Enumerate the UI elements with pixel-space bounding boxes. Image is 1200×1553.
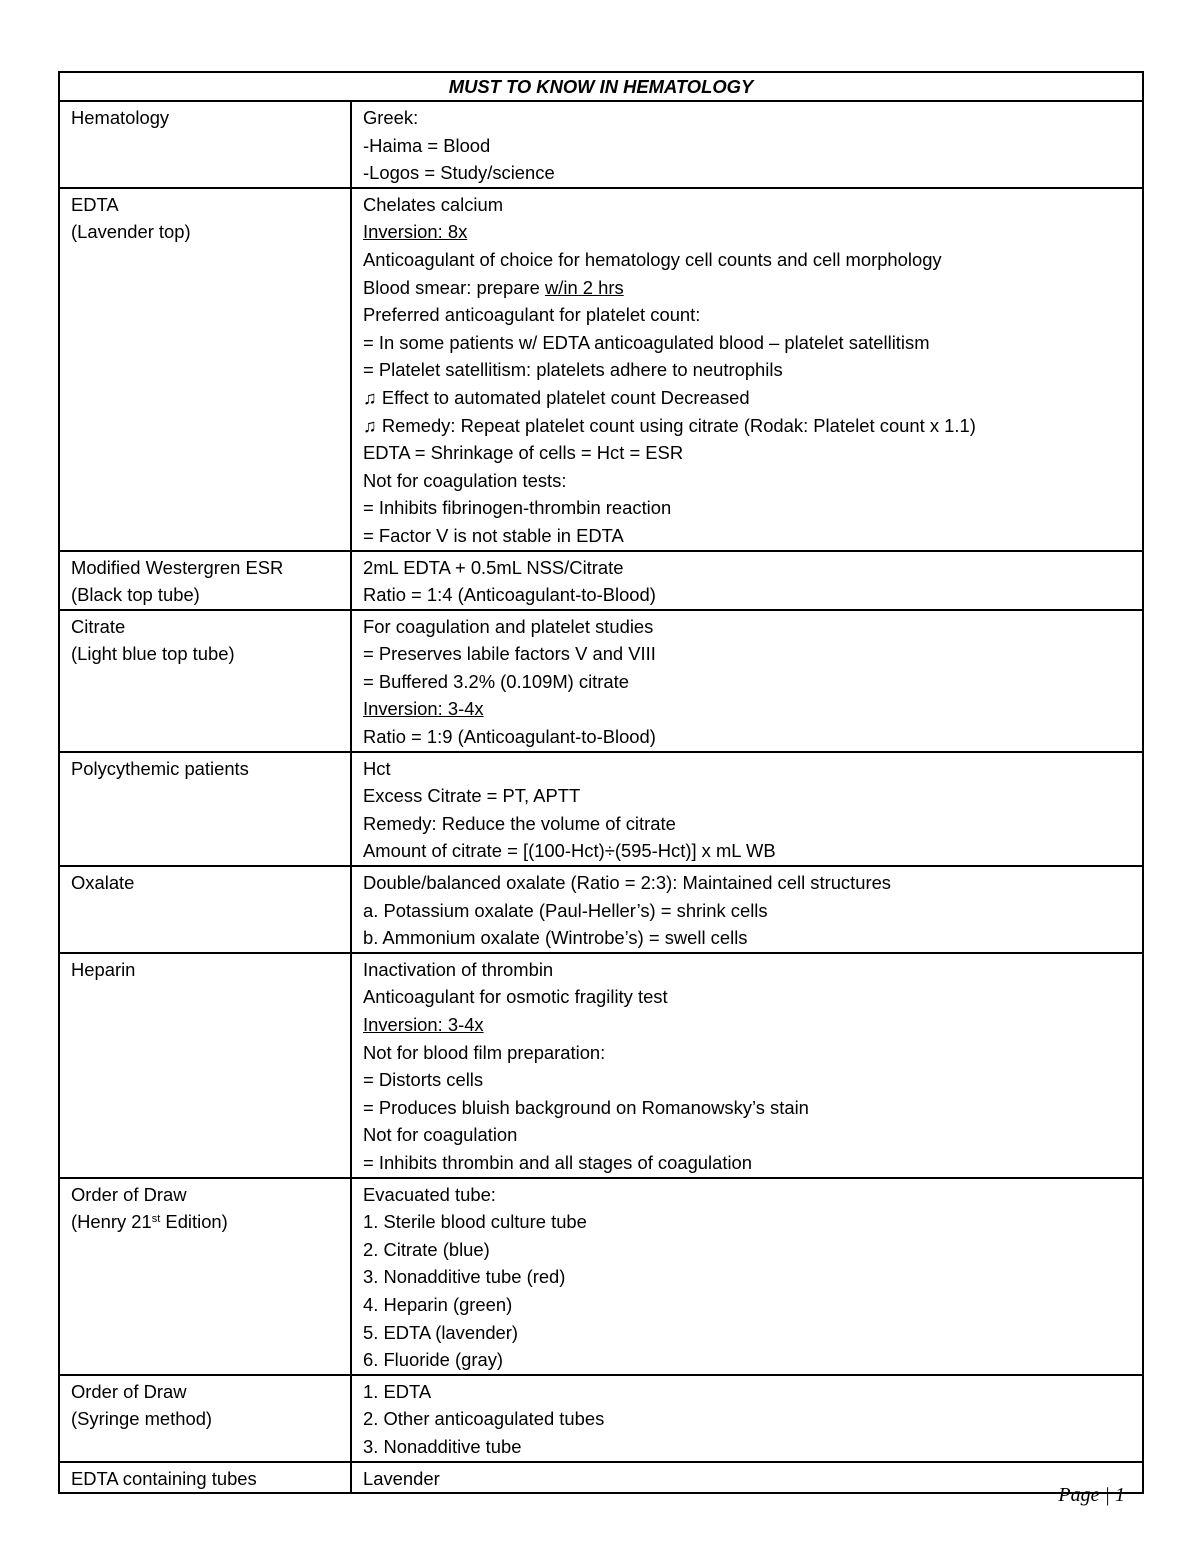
term-cell bbox=[59, 551, 351, 610]
detail-text: Blood smear: prepare bbox=[363, 276, 545, 298]
details-cell bbox=[351, 551, 1143, 610]
details-cell bbox=[351, 866, 1143, 953]
term-cell bbox=[59, 188, 351, 551]
term-label: Heparin bbox=[71, 958, 136, 980]
term-sublabel: (Black top tube) bbox=[71, 584, 200, 606]
detail-line: Not for coagulation bbox=[363, 1124, 518, 1146]
detail-line: = Inhibits thrombin and all stages of coagulation bbox=[363, 1151, 753, 1173]
term-label: Citrate bbox=[71, 615, 126, 637]
details-cell bbox=[351, 1375, 1143, 1462]
detail-line: = Platelet satellitism: platelets adhere to neutrophils bbox=[363, 359, 783, 381]
details-cell bbox=[351, 101, 1143, 188]
term-cell bbox=[59, 1178, 351, 1375]
edition-superscript: st bbox=[151, 1213, 161, 1226]
table-row bbox=[59, 866, 1143, 953]
term-label: Order of Draw bbox=[71, 1380, 187, 1402]
detail-line: Anticoagulant for osmotic fragility test bbox=[363, 986, 668, 1008]
details-cell bbox=[351, 188, 1143, 551]
detail-line-underlined: Inversion: 3-4x bbox=[363, 698, 484, 720]
detail-line: Anticoagulant of choice for hematology cell counts and cell morphology bbox=[363, 248, 942, 270]
table-row bbox=[59, 1375, 1143, 1462]
detail-line bbox=[363, 274, 1132, 302]
details-cell bbox=[351, 610, 1143, 752]
detail-line: Inactivation of thrombin bbox=[363, 958, 554, 980]
detail-line: Amount of citrate = [(100-Hct)÷(595-Hct)] x mL WB bbox=[363, 840, 776, 862]
detail-line: 4. Heparin (green) bbox=[363, 1293, 513, 1315]
detail-line: Not for blood film preparation: bbox=[363, 1041, 606, 1063]
detail-line: a. Potassium oxalate (Paul-Heller’s) = shrink cells bbox=[363, 899, 768, 921]
table-row bbox=[59, 953, 1143, 1178]
detail-line: = Factor V is not stable in EDTA bbox=[363, 524, 624, 546]
table-title-row bbox=[59, 72, 1143, 101]
details-cell bbox=[351, 953, 1143, 1178]
detail-line: = Buffered 3.2% (0.109M) citrate bbox=[363, 670, 629, 692]
detail-line-underlined: Inversion: 3-4x bbox=[363, 1014, 484, 1035]
detail-line: = In some patients w/ EDTA anticoagulated blood – platelet satellitism bbox=[363, 331, 930, 353]
table-row bbox=[59, 610, 1143, 752]
details-cell bbox=[351, 1462, 1143, 1494]
detail-line: = Preserves labile factors V and VIII bbox=[363, 643, 656, 665]
detail-line: ♫ Remedy: Repeat platelet count using citrate (Rodak: Platelet count x 1.1) bbox=[363, 414, 976, 436]
term-label: Hematology bbox=[71, 107, 170, 128]
term-cell bbox=[59, 752, 351, 866]
term-cell bbox=[59, 101, 351, 188]
detail-line: -Logos = Study/science bbox=[363, 162, 555, 184]
detail-line: 3. Nonadditive tube (red) bbox=[363, 1266, 566, 1288]
table-row bbox=[59, 101, 1143, 188]
hematology-table bbox=[58, 71, 1144, 1494]
term-label: EDTA bbox=[71, 193, 119, 215]
detail-line: Hct bbox=[363, 757, 391, 779]
detail-underlined-text: w/in 2 hrs bbox=[544, 276, 624, 298]
detail-line: Greek: bbox=[363, 107, 419, 128]
detail-line: 2mL EDTA + 0.5mL NSS/Citrate bbox=[363, 556, 624, 578]
term-cell bbox=[59, 610, 351, 752]
detail-line: Not for coagulation tests: bbox=[363, 469, 567, 491]
detail-line: ♫ Effect to automated platelet count Decreased bbox=[363, 386, 750, 408]
term-cell bbox=[59, 953, 351, 1178]
term-label: Oxalate bbox=[71, 872, 135, 894]
detail-line: 5. EDTA (lavender) bbox=[363, 1321, 519, 1343]
term-sublabel: (Syringe method) bbox=[71, 1408, 213, 1430]
table-row bbox=[59, 752, 1143, 866]
detail-line: Chelates calcium bbox=[363, 193, 504, 215]
detail-line: 3. Nonadditive tube bbox=[363, 1435, 522, 1457]
edition-text-end: Edition) bbox=[160, 1211, 228, 1233]
detail-line: Preferred anticoagulant for platelet count: bbox=[363, 304, 701, 326]
table-row bbox=[59, 188, 1143, 551]
edition-text: (Henry 21 bbox=[71, 1211, 152, 1233]
detail-line: Ratio = 1:9 (Anticoagulant-to-Blood) bbox=[363, 726, 656, 748]
detail-line: 1. Sterile blood culture tube bbox=[363, 1211, 587, 1233]
table-row bbox=[59, 551, 1143, 610]
detail-line: Remedy: Reduce the volume of citrate bbox=[363, 812, 676, 834]
table-row bbox=[59, 1178, 1143, 1375]
term-label: Modified Westergren ESR bbox=[71, 556, 284, 578]
table-row bbox=[59, 1462, 1143, 1494]
detail-line: b. Ammonium oxalate (Wintrobe’s) = swell cells bbox=[363, 927, 748, 949]
term-label: Order of Draw bbox=[71, 1183, 187, 1205]
page-number: Page | 1 bbox=[1058, 1484, 1125, 1506]
term-cell bbox=[59, 866, 351, 953]
detail-line: Lavender bbox=[363, 1467, 440, 1489]
table-title: MUST TO KNOW IN HEMATOLOGY bbox=[59, 72, 1143, 101]
detail-line: = Inhibits fibrinogen-thrombin reaction bbox=[363, 497, 672, 519]
detail-line: Double/balanced oxalate (Ratio = 2:3): Maintained cell structures bbox=[363, 872, 892, 894]
detail-line: = Produces bluish background on Romanowsky’s stain bbox=[363, 1096, 809, 1118]
term-label: EDTA containing tubes bbox=[71, 1467, 257, 1489]
detail-line: Ratio = 1:4 (Anticoagulant-to-Blood) bbox=[363, 584, 656, 606]
details-cell bbox=[351, 1178, 1143, 1375]
term-sublabel: (Lavender top) bbox=[71, 221, 191, 243]
detail-line: = Distorts cells bbox=[363, 1069, 484, 1091]
detail-line: For coagulation and platelet studies bbox=[363, 615, 654, 637]
term-cell bbox=[59, 1462, 351, 1494]
detail-line: EDTA = Shrinkage of cells = Hct = ESR bbox=[363, 442, 684, 464]
term-cell bbox=[59, 1375, 351, 1462]
details-cell bbox=[351, 752, 1143, 866]
detail-line: -Haima = Blood bbox=[363, 134, 491, 156]
term-sublabel: (Light blue top tube) bbox=[71, 643, 235, 665]
detail-line: 1. EDTA bbox=[363, 1380, 432, 1402]
detail-line: 6. Fluoride (gray) bbox=[363, 1349, 504, 1371]
term-label: Polycythemic patients bbox=[71, 757, 249, 779]
term-sublabel bbox=[71, 1208, 340, 1236]
detail-line: 2. Other anticoagulated tubes bbox=[363, 1408, 605, 1430]
detail-line: Excess Citrate = PT, APTT bbox=[363, 785, 581, 807]
detail-line: 2. Citrate (blue) bbox=[363, 1238, 490, 1260]
detail-line-underlined: Inversion: 8x bbox=[363, 221, 468, 243]
detail-line: Evacuated tube: bbox=[363, 1183, 496, 1205]
